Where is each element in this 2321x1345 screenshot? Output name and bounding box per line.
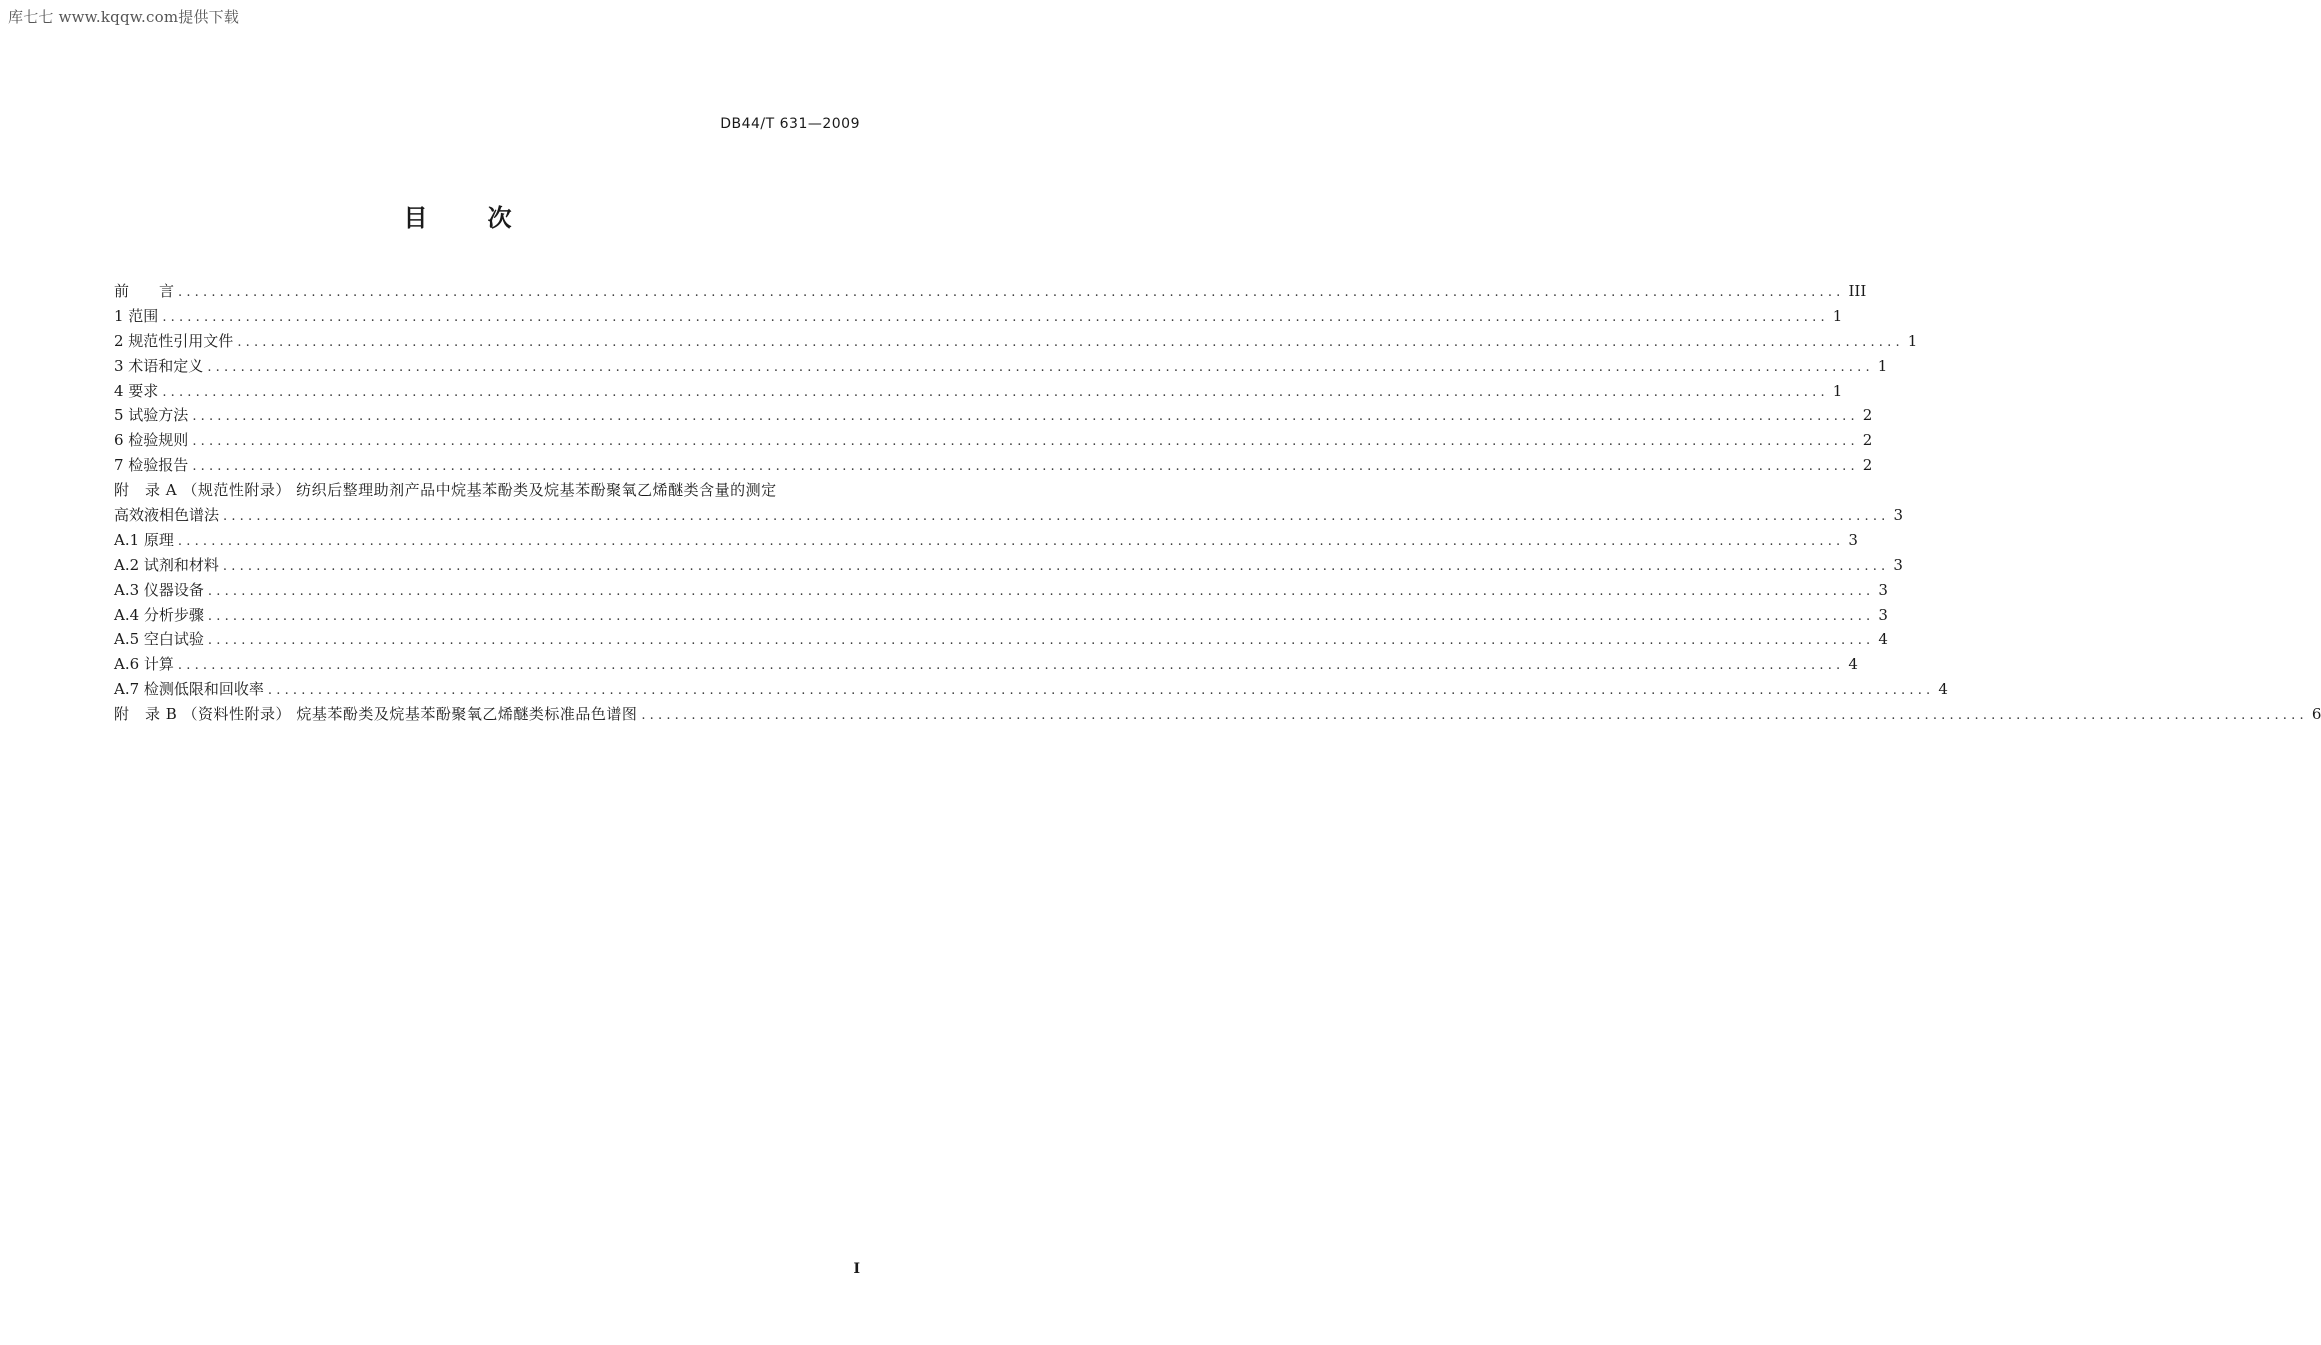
toc-entry[interactable] [114, 553, 1903, 578]
toc-entry-page: 3 [1893, 555, 1903, 574]
toc-entry[interactable] [114, 627, 1888, 652]
table-of-contents [114, 279, 2321, 727]
toc-entry-page: 2 [1862, 456, 1873, 475]
toc-entry-label: 2 规范性引用文件 [114, 331, 234, 350]
toc-entry-label: A.2 试剂和材料 [114, 555, 219, 574]
document-number: DB44/T 631—2009 [720, 116, 860, 132]
toc-entry-label: 高效液相色谱法 [114, 506, 220, 525]
toc-entry-page: 4 [1878, 630, 1888, 649]
toc-entry-page: 2 [1862, 406, 1873, 425]
toc-entry[interactable] [114, 652, 1858, 677]
toc-leader-dots: ........................................................................................................................................................................................................ [641, 708, 2308, 724]
toc-entry[interactable] [114, 603, 1888, 628]
toc-entry-page: 1 [1832, 306, 1843, 325]
toc-entry-page: 1 [1907, 331, 1918, 350]
toc-entry-page: 3 [1893, 506, 1904, 525]
toc-entry-page: 3 [1848, 530, 1858, 549]
toc-entry[interactable] [114, 453, 1873, 478]
toc-entry[interactable] [114, 528, 1858, 553]
toc-entry-label: 前 言 [114, 282, 175, 300]
toc-leader-dots: ........................................................................................................................................................................................................ [207, 583, 1875, 599]
toc-entry-label: A.5 空白试验 [114, 630, 204, 649]
page-number: I [853, 1261, 860, 1277]
toc-entry-page: 1 [1877, 356, 1888, 375]
toc-entry[interactable] [114, 379, 1843, 404]
page-title: 目次 [403, 204, 572, 232]
toc-entry[interactable] [114, 478, 860, 503]
toc-entry[interactable] [114, 578, 1888, 603]
toc-entry[interactable] [114, 354, 1888, 379]
toc-entry-label: A.3 仪器设备 [114, 580, 204, 599]
toc-entry-label: 6 检验规则 [114, 431, 189, 450]
toc-leader-dots: ........................................................................................................................................................................................................ [267, 683, 1935, 699]
toc-leader-dots: ........................................................................................................................................................................................................ [178, 285, 1845, 300]
toc-leader-dots: ........................................................................................................................................................................................................ [207, 633, 1875, 649]
toc-entry[interactable] [114, 503, 1904, 528]
toc-entry[interactable] [114, 677, 1948, 702]
toc-entry-label: 附 录 B （资料性附录） 烷基苯酚类及烷基苯酚聚氧乙烯醚类标准品色谱图 [114, 705, 638, 724]
toc-entry-label: A.7 检测低限和回收率 [114, 680, 264, 699]
toc-leader-dots: ........................................................................................................................................................................................................ [192, 409, 1859, 425]
toc-leader-dots: ........................................................................................................................................................................................................ [237, 334, 1904, 350]
toc-entry-page: III [1848, 282, 1867, 300]
toc-entry[interactable] [114, 304, 1843, 329]
toc-entry-label: A.4 分析步骤 [114, 605, 204, 624]
toc-entry-label: 1 范围 [114, 306, 159, 325]
toc-leader-dots: ........................................................................................................................................................................................................ [207, 359, 1874, 375]
watermark-text: 库七七 www.kqqw.com提供下载 [8, 8, 240, 26]
toc-leader-dots: ........................................................................................................................................................................................................ [162, 384, 1829, 400]
toc-entry-label: A.1 原理 [114, 530, 174, 549]
toc-entry-page: 4 [1938, 680, 1948, 699]
toc-entry[interactable] [114, 428, 1873, 453]
toc-entry-label: A.6 计算 [114, 655, 174, 674]
toc-entry-page: 6 [2311, 705, 2321, 724]
toc-entry-page: 4 [1848, 655, 1858, 674]
toc-entry-label: 4 要求 [114, 381, 159, 400]
toc-leader-dots: ........................................................................................................................................................................................................ [177, 658, 1845, 674]
toc-entry-page: 2 [1862, 431, 1873, 450]
toc-entry-label: 5 试验方法 [114, 406, 189, 425]
toc-leader-dots: ........................................................................................................................................................................................................ [192, 434, 1859, 450]
toc-entry-label: 附 录 A （规范性附录） 纺织后整理助剂产品中烷基苯酚类及烷基苯酚聚氧乙烯醚类含量的测定 [114, 481, 777, 500]
toc-entry-page: 1 [1832, 381, 1843, 400]
toc-leader-dots: ........................................................................................................................................................................................................ [192, 459, 1859, 475]
toc-leader-dots: ........................................................................................................................................................................................................ [177, 533, 1845, 549]
toc-entry-page: 3 [1878, 580, 1888, 599]
toc-entry-label: 3 术语和定义 [114, 356, 204, 375]
toc-entry[interactable] [114, 329, 1918, 354]
toc-leader-dots: ........................................................................................................................................................................................................ [162, 309, 1829, 325]
toc-entry[interactable] [114, 403, 1873, 428]
toc-entry[interactable] [114, 279, 1867, 304]
toc-entry[interactable] [114, 702, 2321, 727]
toc-leader-dots: ........................................................................................................................................................................................................ [223, 509, 1890, 525]
toc-entry-page: 3 [1878, 605, 1888, 624]
toc-entry-label: 7 检验报告 [114, 456, 189, 475]
toc-leader-dots: ........................................................................................................................................................................................................ [207, 608, 1875, 624]
toc-leader-dots: ........................................................................................................................................................................................................ [222, 558, 1890, 574]
